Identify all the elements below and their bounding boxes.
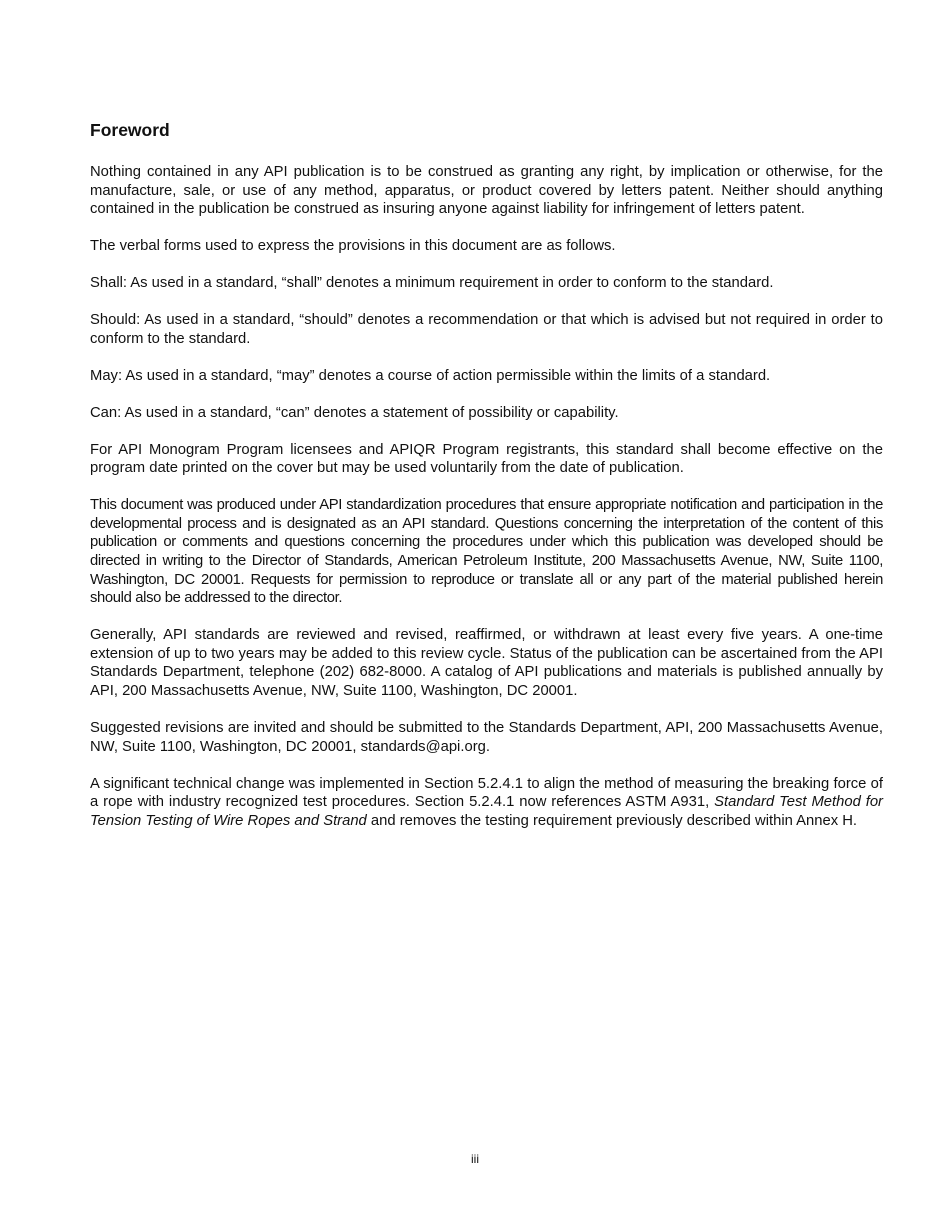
monogram-program-paragraph: For API Monogram Program licensees and APIQR Program registrants, this standard shall become effective on the program date printed on the cover but may be used voluntarily from the date of publication. [90,441,883,477]
patent-disclaimer-paragraph: Nothing contained in any API publication is to be construed as granting any right, by implication or otherwise, for the manufacture, sale, or use of any method, apparatus, or product covered by letters patent. Neither should anything contained in the publication be construed as insuring anyone against liability for infringement of letters patent. [90,164,883,218]
astm-standard-title: Standard Test Method for Tension Testing of Wire Ropes and Strand [90,794,883,829]
foreword-section [90,119,883,849]
shall-definition-paragraph: Shall: As used in a standard, “shall” denotes a minimum requirement in order to conform to the standard. [90,275,774,292]
technical-change-paragraph [90,775,883,831]
can-definition-paragraph: Can: As used in a standard, “can” denotes a statement of possibility or capability. [90,404,619,421]
may-definition-paragraph: May: As used in a standard, “may” denotes a course of action permissible within the limits of a standard. [90,367,771,384]
technical-change-text-end: and removes the testing requirement previously described within Annex H. [366,812,857,829]
suggested-revisions-paragraph: Suggested revisions are invited and should be submitted to the Standards Department, API, 200 Massachusetts Avenue, NW, Suite 1100, Washington, DC 20001, standards@api.org. [90,719,883,755]
standardization-procedures-paragraph: This document was produced under API standardization procedures that ensure appropriate notification and participation in the developmental process and is designated as an API standard. Questions concerning the interpretation of the content of this publication or comments and questions concerning the procedures under which this publication was developed should be directed in writing to the Director of Standards, American Petroleum Institute, 200 Massachusetts Avenue, NW, Suite 1100, Washington, DC 20001. Requests for permission to reproduce or translate all or any part of the material published herein should also be addressed to the director. [90,497,883,607]
review-cycle-paragraph: Generally, API standards are reviewed and revised, reaffirmed, or withdrawn at least every five years. A one-time extension of up to two years may be added to this review cycle. Status of the publication can be ascertained from the API Standards Department, telephone (202) 682-8000. A catalog of API publications and materials is published annually by API, 200 Massachusetts Avenue, NW, Suite 1100, Washington, DC 20001. [90,627,883,699]
technical-change-text: A significant technical change was implemented in Section 5.2.4.1 to align the method of measuring the breaking force of a rope with industry recognized test procedures. Section 5.2.4.1 now references ASTM A931, [90,775,883,811]
page-title: Foreword [90,120,170,140]
verbal-forms-intro-paragraph: The verbal forms used to express the provisions in this document are as follows. [90,238,616,255]
should-definition-paragraph: Should: As used in a standard, “should” denotes a recommendation or that which is advised but not required in order to conform to the standard. [90,312,883,347]
page-number: iii [471,1152,479,1166]
